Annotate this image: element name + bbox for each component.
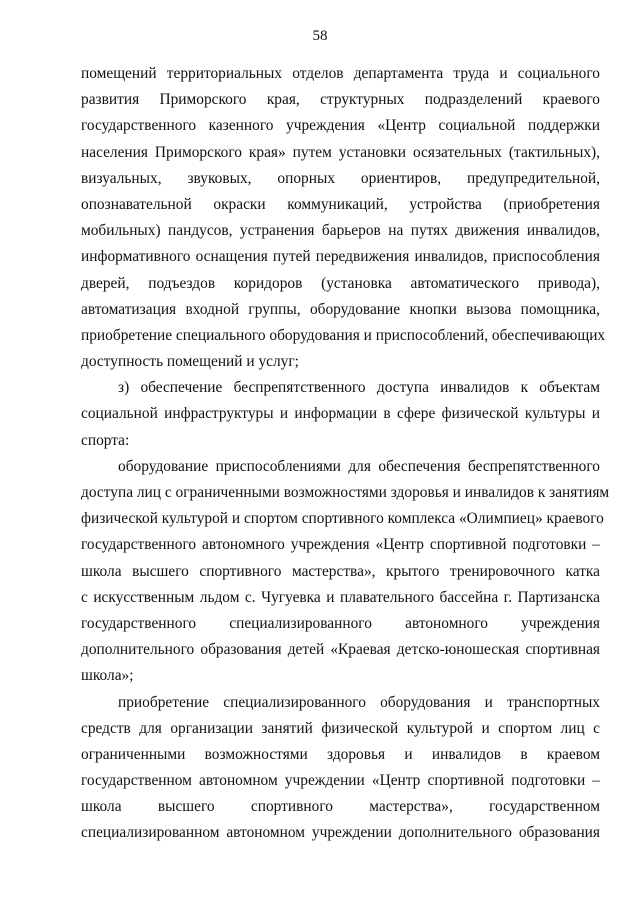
- text-line: дверей, подъездов коридоров (установка автоматического привода),: [81, 274, 600, 292]
- text-line: средств для организации занятий физической культурой и спортом лиц с: [81, 719, 600, 737]
- text-line: дополнительного образования детей «Краевая детско-юношеская спортивная: [81, 641, 600, 659]
- text-line: доступа лиц с ограниченными возможностями здоровья и инвалидов к занятиям: [81, 484, 610, 501]
- page-number: 58: [312, 28, 328, 44]
- text-line: приобретение специализированного оборудования и транспортных: [118, 693, 600, 711]
- body-text: [81, 61, 610, 847]
- paragraph-premises-accessibility: [81, 61, 606, 375]
- text-line: школа»;: [81, 667, 134, 685]
- text-line: физической культурой и спортом спортивного комплекса «Олимпиец» краевого: [81, 510, 604, 528]
- text-line: помещений территориальных отделов департамента труда и социального: [81, 65, 600, 82]
- text-line: приобретение специального оборудования и приспособлений, обеспечивающих: [81, 326, 606, 344]
- text-line: з) обеспечение беспрепятственного доступа инвалидов к объектам: [118, 379, 600, 397]
- text-line: мобильных) пандусов, устранения барьеров на путях движения инвалидов,: [81, 222, 600, 240]
- text-line: населения Приморского края» путем установки осязательных (тактильных),: [81, 143, 600, 161]
- text-line: автоматизация входной группы, оборудование кнопки вызова помощника,: [81, 300, 600, 318]
- text-line: школа высшего спортивного мастерства», государственном: [81, 798, 600, 816]
- text-line: оборудование приспособлениями для обеспечения беспрепятственного: [118, 457, 600, 475]
- text-line: специализированном автономном учреждении дополнительного образования: [81, 824, 600, 842]
- text-line: государственного автономного учреждения «Центр спортивной подготовки –: [81, 536, 600, 554]
- paragraph-specialized-equipment: [81, 690, 600, 847]
- text-line: школа высшего спортивного мастерства», крытого тренировочного катка: [81, 562, 600, 580]
- text-line: с искусственным льдом с. Чугуевка и плавательного бассейна г. Партизанска: [81, 588, 600, 606]
- paragraph-sports-equipment: [81, 454, 610, 690]
- text-line: государственного казенного учреждения «Центр социальной поддержки: [81, 117, 600, 135]
- text-line: государственного специализированного автономного учреждения: [81, 614, 600, 632]
- text-line: ограниченными возможностями здоровья и инвалидов в краевом: [81, 745, 600, 763]
- text-line: доступность помещений и услуг;: [81, 353, 299, 371]
- paragraph-item-z: [81, 375, 600, 454]
- text-line: развития Приморского края, структурных подразделений краевого: [81, 91, 600, 109]
- text-line: информативного оснащения путей передвижения инвалидов, приспособления: [81, 248, 600, 266]
- text-line: социальной инфраструктуры и информации в сфере физической культуры и: [81, 405, 600, 423]
- text-line: визуальных, звуковых, опорных ориентиров, предупредительной,: [81, 169, 600, 187]
- text-line: спорта:: [81, 431, 130, 449]
- text-line: государственном автономном учреждении «Центр спортивной подготовки –: [81, 772, 600, 790]
- text-line: опознавательной окраски коммуникаций, устройства (приобретения: [81, 195, 600, 213]
